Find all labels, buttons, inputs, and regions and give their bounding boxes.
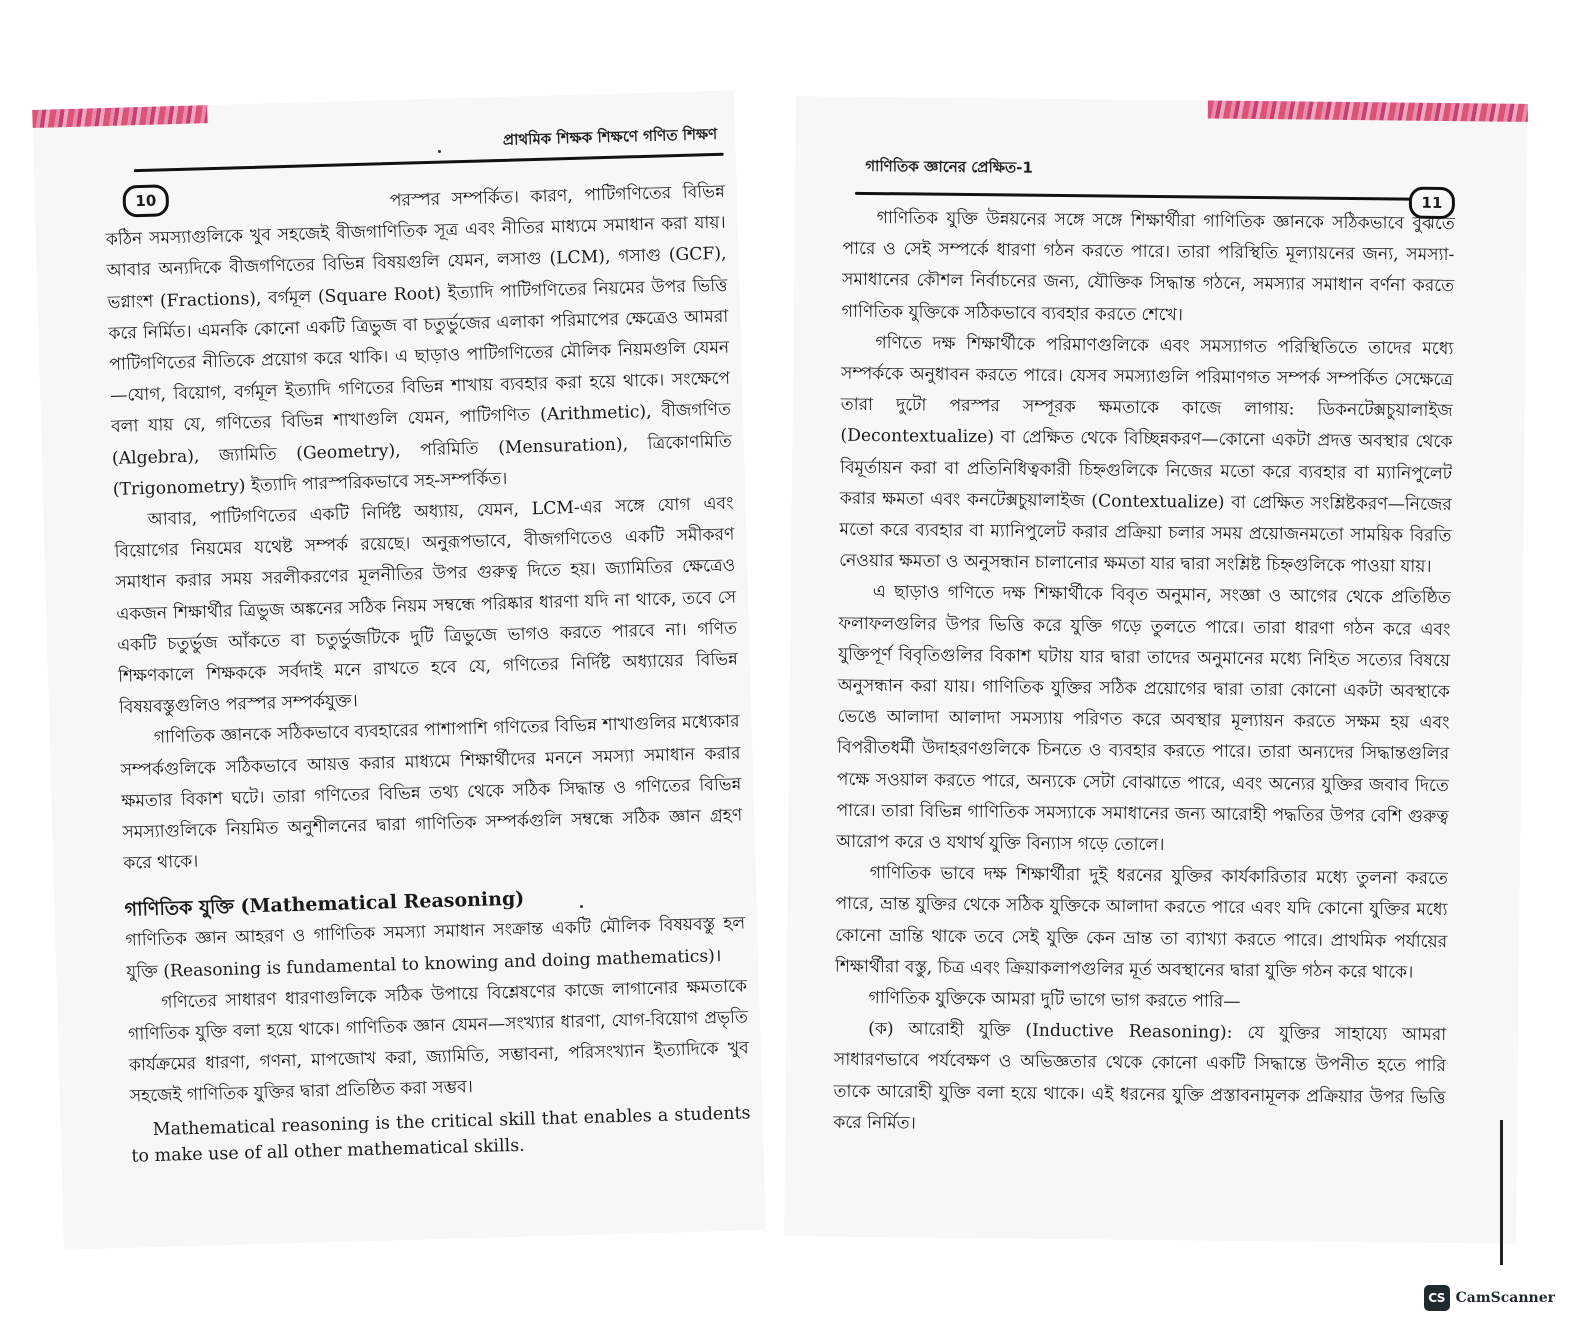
page-number: 11 bbox=[1409, 187, 1455, 219]
left-page-body bbox=[105, 177, 752, 1170]
camscanner-watermark bbox=[1424, 1285, 1555, 1311]
speck bbox=[438, 150, 441, 153]
paragraph: এ ছাড়াও গণিতে দক্ষ শিক্ষার্থীকে বিবৃত অনুমান, সংজ্ঞা ও আগের থেকে প্রতিষ্ঠিত ফলাফলগুলির উপর ভিত্তি করে যুক্তি গড়ে তুলতে পারে। তারা ধারণা গঠন করে এবং যুক্তিপূর্ণ বিবৃতিগুলির বিকাশ ঘটায় যার দ্বারা তাদের অনুমানের মধ্যে নিহিত সত্যের বিষয়ে অনুসন্ধান করা যায়। গাণিতিক যুক্তির সঠিক প্রয়োগের দ্বারা তারা কোনো একটা অবস্থাকে ভেঙে আলাদা আলাদা সমস্যায় পরিণত করে অবস্থার মূল্যায়ন করতে সক্ষম হয় এবং বিপরীতধর্মী উদাহরণগুলিকে চিনতে ও ব্যবহার করতে পারে। তারা অন্যদের সিদ্ধান্তগুলির পক্ষে সওয়াল করতে পারে, অন্যকে সেটা বোঝাতে পারে, এবং অন্যের যুক্তির জবাব দিতে পারে। তারা বিভিন্ন গাণিতিক সমস্যাকে সমাধানের জন্য আরোহী পদ্ধতির উপর বেশি গুরুত্ব আরোপ করে ও যথার্থ যুক্তি বিন্যাস গড়ে তোলে। bbox=[836, 582, 1451, 856]
torn-pink-edge bbox=[1208, 101, 1528, 122]
paragraph: আবার, পাটিগণিতের একটি নির্দিষ্ট অধ্যায়, যেমন, LCM-এর সঙ্গে যোগ এবং বিয়োগের নিয়মের যথেষ্ট সম্পর্ক রয়েছে। অনুরূপভাবে, বীজগণিতেও একটি সমীকরণ সমাধান করার সময় সরলীকরণের মূলনীতির উপর গুরুত্ব দিতে হয়। জ্যামিতির ক্ষেত্রেও একজন শিক্ষার্থীর ত্রিভুজ অঙ্কনের সঠিক নিয়ম সম্বন্ধে পরিষ্কার ধারণা যদি না থাকে, তবে সে একটি চতুর্ভুজ আঁকতে বা চতুর্ভুজটিকে দুটি ত্রিভুজে ভাগও করতে পারবে না। গণিত শিক্ষণকালে শিক্ষককে সর্বদাই মনে রাখতে হবে যে, গণিতের নির্দিষ্ট অধ্যায়ের বিভিন্ন বিষয়বস্তুগুলিও পরস্পর সম্পর্কযুক্ত। bbox=[114, 493, 739, 719]
paragraph: গণিতের সাধারণ ধারণাগুলিকে সঠিক উপায়ে বিশ্লেষণের কাজে লাগানোর ক্ষমতাকে গাণিতিক যুক্তি বলা হয়ে থাকে। গাণিতিক জ্ঞান যেমন—সংখ্যার ধারণা, যোগ-বিয়োগ প্রভৃতি কার্যক্রমের ধারণা, গণনা, মাপজোখ করা, জ্যামিতি, সম্ভাবনা, পরিসংখ্যান ইত্যাদিকে খুব সহজেই গাণিতিক যুক্তির দ্বারা প্রতিষ্ঠিত করা সম্ভব। bbox=[127, 976, 749, 1108]
page-number: 10 bbox=[122, 184, 169, 217]
camscanner-logo-icon: CS bbox=[1424, 1285, 1450, 1311]
paragraph: গাণিতিক ভাবে দক্ষ শিক্ষার্থীরা দুই ধরনের যুক্তির কার্যকারিতার মধ্যে তুলনা করতে পারে, ভ্রান্ত যুক্তির থেকে সঠিক যুক্তিকে আলাদা করতে পারে এবং যদি কোনো যুক্তির মধ্যে কোনো ভ্রান্তি থাকে তবে সেই যুক্তি কেন ভ্রান্ত তা ব্যাখ্যা করতে পারে। প্রাথমিক পর্যায়ের শিক্ষার্থীরা বস্তু, চিত্র এবং ক্রিয়াকলাপগুলির মূর্ত অবস্থানের দ্বারা যুক্তি গঠন করে থাকে। bbox=[834, 863, 1448, 983]
paragraph: গণিতে দক্ষ শিক্ষার্থীকে পরিমাণগুলিকে এবং সমস্যাগত পরিস্থিতিতে তাদের মধ্যে সম্পর্ককে অনুধাবন করতে পারে। যেসব সমস্যাগুলি পরিমাণগত সম্পর্ক সম্পর্কিত সেক্ষেত্রে তারা দুটো পরস্পর সম্পূরক ক্ষমতাকে কাজে লাগায়: ডিকনটেক্সচুয়ালাইজ (Decontextualize) বা প্রেক্ষিত থেকে বিচ্ছিন্নকরণ—কোনো একটা প্রদত্ত অবস্থার থেকে বিমূর্তায়ন করা বা প্রতিনিধিত্বকারী চিহ্নগুলিকে নিজের মতো করে ব্যবহার বা ম্যানিপুলেট করার ক্ষমতা এবং কনটেক্সচুয়ালাইজ (Contextualize) বা প্রেক্ষিত সংশ্লিষ্টকরণ—নিজের মতো করে ব্যবহার বা ম্যানিপুলেট করার প্রক্রিয়া চলার সময় প্রয়োজনমতো সাময়িক বিরতি নেওয়ার ক্ষমতা ও অনুসন্ধান চালানোর ক্ষমতা যার দ্বারা সংশ্লিষ্ট চিহ্নগুলিকে পাওয়া যায়। bbox=[839, 332, 1454, 578]
left-page bbox=[32, 90, 766, 1249]
paragraph: গাণিতিক যুক্তি উন্নয়নের সঙ্গে সঙ্গে শিক্ষার্থীরা গাণিতিক জ্ঞানকে সঠিকভাবে বুঝতে পারে ও সেই সম্পর্কে ধারণা গঠন করতে পারে। তারা পরিস্থিতি মূল্যায়নের জন্য, সমস্যা-সমাধানের কৌশল নির্বাচনের জন্য, যৌক্তিক সিদ্ধান্ত গঠনে, সমস্যার সমাধান বর্ণনা করতে গাণিতিক যুক্তিকে সঠিকভাবে ব্যবহার করতে শেখে। bbox=[841, 208, 1455, 325]
section-heading: গাণিতিক যুক্তি (Mathematical Reasoning) bbox=[124, 888, 525, 922]
camscanner-label: CamScanner bbox=[1455, 1290, 1555, 1306]
torn-pink-edge bbox=[32, 105, 207, 128]
paragraph: গাণিতিক যুক্তিকে আমরা দুটি ভাগে ভাগ করতে পারি— bbox=[868, 988, 1241, 1012]
header-rule bbox=[855, 192, 1437, 201]
paragraph: (ক) আরোহী যুক্তি (Inductive Reasoning): যে যুক্তির সাহায্যে আমরা সাধারণভাবে পর্যবেক্ষণ ও অভিজ্ঞতার থেকে কোনো একটি সিদ্ধান্তে উপনীত হতে পারি তাকে আরোহী যুক্তি বলা হয়ে থাকে। এই ধরনের যুক্তি প্রস্তাবনামূলক প্রক্রিয়ার উপর ভিত্তি করে নির্মিত। bbox=[833, 1019, 1447, 1134]
running-head: গাণিতিক জ্ঞানের প্রেক্ষিত-1 bbox=[865, 156, 1033, 177]
header-rule bbox=[134, 153, 724, 172]
paragraph: গাণিতিক জ্ঞানকে সঠিকভাবে ব্যবহারের পাশাপাশি গণিতের বিভিন্ন শাখাগুলির মধ্যেকার সম্পর্কগুলিকে সঠিকভাবে আয়ত্ত করার মাধ্যমে শিক্ষার্থীদের মননে সমস্যা সমাধান করার ক্ষমতার বিকাশ ঘটে। তারা গণিতের বিভিন্ন তথ্য থেকে সঠিক সিদ্ধান্ত ও গণিতের বিভিন্ন সমস্যাগুলিকে নিয়মিত অনুশীলনের দ্বারা গাণিতিক সম্পর্কগুলি সম্বন্ধে সঠিক জ্ঞান গ্রহণ করে থাকে। bbox=[120, 711, 743, 875]
running-head: প্রাথমিক শিক্ষক শিক্ষণে গণিত শিক্ষণ bbox=[502, 124, 718, 149]
paragraph: পরস্পর সম্পর্কিত। কারণ, পাটিগণিতের বিভিন্ন কঠিন সমস্যাগুলিকে খুব সহজেই বীজগাণিতিক সূত্র এবং নীতির মাধ্যমে সমাধান করা যায়। আবার অন্যদিকে বীজগণিতের বিভিন্ন বিষয়গুলি যেমন, লসাগু (LCM), গসাগু (GCF), ভগ্নাংশ (Fractions), বর্গমূল (Square Root) ইত্যাদি পাটিগণিতের নিয়মের উপর ভিত্তি করে নির্মিত। এমনকি কোনো একটি ত্রিভুজ বা চতুর্ভুজের এলাকা পরিমাপের ক্ষেত্রেও আমরা পাটিগণিতের নীতিকে প্রয়োগ করে থাকি। এ ছাড়াও পাটিগণিতের মৌলিক নিয়মগুলি যেমন—যোগ, বিয়োগ, বর্গমূল ইত্যাদি গণিতের বিভিন্ন শাখায় ব্যবহার করা হয়ে থাকে। সংক্ষেপে বলা যায় যে, গণিতের বিভিন্ন শাখাগুলি যেমন, পাটিগণিত (Arithmetic), বীজগণিত (Algebra), জ্যামিতি (Geometry), পরিমিতি (Mensuration), ত্রিকোণমিতি (Trigonometry) ইত্যাদি পারস্পরিকভাবে সহ-সম্পর্কিত। bbox=[105, 181, 733, 500]
right-page-body bbox=[833, 203, 1455, 1145]
english-note: Mathematical reasoning is the critical skill that enables a students to make use of all other mathematical skills. bbox=[131, 1103, 751, 1167]
speck bbox=[580, 905, 583, 908]
page-edge-line bbox=[1500, 1120, 1503, 1265]
paragraph: গাণিতিক জ্ঞান আহরণ ও গাণিতিক সমস্যা সমাধান সংক্রান্ত একটি মৌলিক বিষয়বস্তু হল যুক্তি (Reasoning is fundamental to knowing and doing mathematics)। bbox=[125, 913, 746, 983]
right-page bbox=[784, 96, 1528, 1244]
